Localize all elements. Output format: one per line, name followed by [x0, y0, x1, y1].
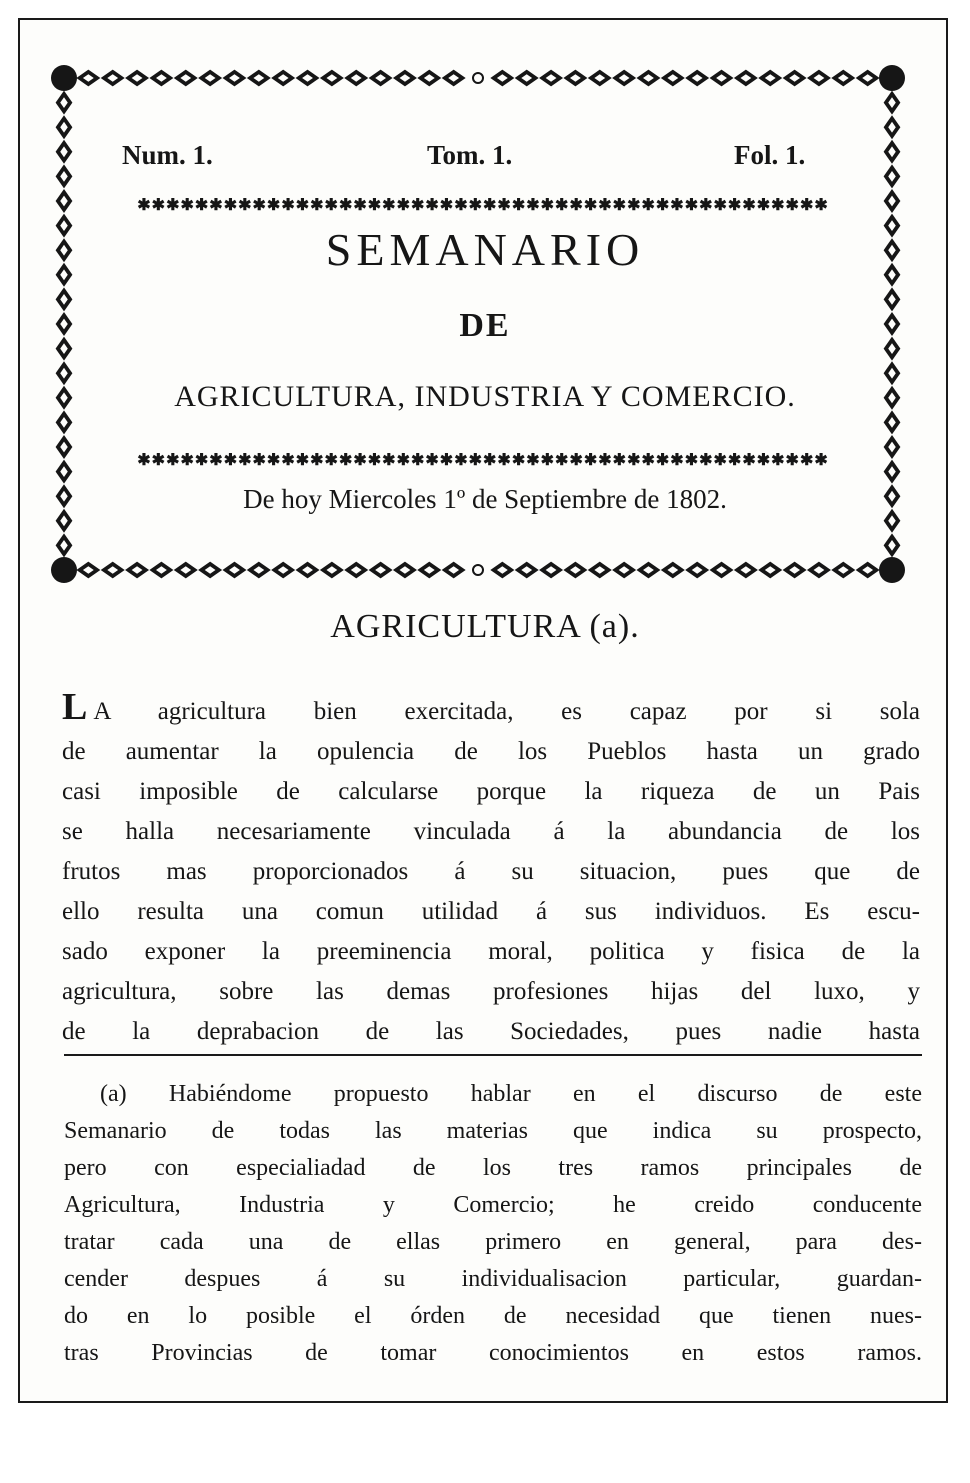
masthead-subtitle: AGRICULTURA, INDUSTRIA Y COMERCIO.: [174, 380, 796, 413]
ornament-diamond: [222, 70, 246, 87]
ornament-diamond: [369, 562, 393, 579]
ornament-diamond: [831, 562, 855, 579]
ornament-diamond: [344, 562, 368, 579]
ornament-diamond: [884, 189, 901, 213]
footnote-line: tras Provincias de tomar conocimientos en estos ramos.: [64, 1340, 922, 1366]
ornament-diamond: [734, 562, 758, 579]
ornament-diamond: [149, 70, 173, 87]
article-line: agricultura, sobre las demas profesiones hijas del luxo, y: [62, 978, 920, 1005]
ornament-diamond: [344, 70, 368, 87]
ornament-diamond: [442, 70, 466, 87]
ornament-diamond: [807, 562, 831, 579]
footnote-line: pero con especialiadad de los tres ramos principales de: [64, 1155, 922, 1181]
ornament-diamond: [515, 70, 539, 87]
ornament-diamond: [271, 70, 295, 87]
ornament-diamond: [884, 533, 901, 557]
ornament-diamond: [56, 189, 73, 213]
drop-cap: L: [62, 686, 88, 728]
footnote-line: do en lo posible el órden de necesidad que tienen nues-: [64, 1303, 922, 1329]
ornament-diamond: [758, 562, 782, 579]
ornament-diamond: [149, 562, 173, 579]
ornament-diamond: [320, 70, 344, 87]
ornament-diamond: [56, 386, 73, 410]
ornament-diamond: [884, 115, 901, 139]
ornament-diamond: [101, 562, 125, 579]
newspaper-page: [18, 18, 948, 1403]
ornament-diamond: [807, 70, 831, 87]
article-line: casi imposible de calcularse porque la riqueza de un Pais: [62, 778, 920, 805]
ornament-diamond: [539, 70, 563, 87]
article-line: de aumentar la opulencia de los Pueblos hasta un grado: [62, 738, 920, 765]
ornament-center-ring: [473, 73, 483, 83]
ornament-diamond: [612, 70, 636, 87]
footnote-line: Semanario de todas las materias que indica su prospecto,: [64, 1118, 922, 1144]
ornament-diamond: [296, 562, 320, 579]
ornament-diamond: [56, 115, 73, 139]
ornament-diamond: [174, 562, 198, 579]
ornament-diamond: [636, 70, 660, 87]
ornament-diamond: [56, 533, 73, 557]
masthead-connector: DE: [459, 307, 511, 344]
ornament-center-ring: [473, 565, 483, 575]
ornament-corner-flourish: [51, 557, 77, 583]
ornament-diamond: [101, 70, 125, 87]
ornament-diamond: [320, 562, 344, 579]
article-line: de la deprabacion de las Sociedades, pues nadie hasta: [62, 1018, 920, 1045]
ornament-diamond: [884, 435, 901, 459]
volume-number: Tom. 1.: [427, 140, 513, 170]
ornament-diamond: [125, 562, 149, 579]
masthead-title: SEMANARIO: [325, 224, 645, 275]
ornament-diamond: [685, 562, 709, 579]
ornament-diamond: [393, 562, 417, 579]
ornament-diamond: [174, 70, 198, 87]
ornament-diamond: [56, 140, 73, 164]
ornament-diamond: [56, 509, 73, 533]
ornament-diamond: [783, 70, 807, 87]
ornament-diamond: [758, 70, 782, 87]
ornament-diamond: [856, 562, 880, 579]
issue-number: Num. 1.: [122, 140, 213, 170]
footnote-line: cender despues á su individualisacion particular, guardan-: [64, 1266, 922, 1292]
ornament-diamond: [612, 562, 636, 579]
ornament-diamond: [198, 70, 222, 87]
ornament-diamond: [76, 70, 100, 87]
ornament-diamond: [588, 562, 612, 579]
ornament-diamond: [563, 562, 587, 579]
ornament-diamond: [710, 70, 734, 87]
ornament-diamond: [56, 484, 73, 508]
footnote-line: tratar cada una de ellas primero en general, para des-: [64, 1229, 922, 1255]
ornament-diamond: [563, 70, 587, 87]
ornament-diamond: [393, 70, 417, 87]
ornament-diamond: [710, 562, 734, 579]
ornament-diamond: [56, 91, 73, 115]
ornament-diamond: [369, 70, 393, 87]
footnote-line: Agricultura, Industria y Comercio; he creido conducente: [64, 1192, 922, 1218]
ornament-corner-flourish: [879, 557, 905, 583]
ornament-corner-flourish: [51, 65, 77, 91]
ornament-diamond: [685, 70, 709, 87]
ornament-diamond: [884, 164, 901, 188]
footnote-line: (a) Habiéndome propuesto hablar en el discurso de este: [100, 1081, 922, 1107]
article-body: [62, 686, 920, 1052]
ornament-diamond: [515, 562, 539, 579]
ornament-diamond: [76, 562, 100, 579]
ornament-diamond: [490, 70, 514, 87]
ornament-diamond: [884, 410, 901, 434]
ornament-diamond: [247, 70, 271, 87]
ornament-diamond: [56, 164, 73, 188]
ornament-diamond: [296, 70, 320, 87]
article-line: se halla necesariamente vinculada á la abundancia de los: [62, 818, 920, 845]
ornament-diamond: [56, 460, 73, 484]
ornament-diamond: [125, 70, 149, 87]
ornament-diamond: [442, 562, 466, 579]
ornament-diamond: [539, 562, 563, 579]
article-line: frutos mas proporcionados á su situacion, pues que de: [62, 858, 920, 885]
ornament-diamond: [884, 460, 901, 484]
ornament-diamond: [884, 91, 901, 115]
issue-date: De hoy Miercoles 1º de Septiembre de 1802.: [243, 484, 727, 514]
ornament-diamond: [831, 70, 855, 87]
ornament-corner-flourish: [879, 65, 905, 91]
ornament-diamond: [661, 562, 685, 579]
section-heading: AGRICULTURA (a).: [330, 608, 640, 645]
folio-number: Fol. 1.: [734, 140, 806, 170]
article-line: ello resulta una comun utilidad á sus individuos. Es escu-: [62, 898, 920, 925]
footnote: [64, 1076, 922, 1372]
ornament-diamond: [588, 70, 612, 87]
ornament-diamond: [884, 140, 901, 164]
footnote-divider: [64, 1054, 922, 1056]
ornament-diamond: [56, 410, 73, 434]
ornament-diamond: [734, 70, 758, 87]
ornament-diamond: [490, 562, 514, 579]
ornament-diamond: [271, 562, 295, 579]
ornament-diamond: [56, 361, 73, 385]
asterisk-rule-bottom: ✱✱✱✱✱✱✱✱✱✱✱✱✱✱✱✱✱✱✱✱✱✱✱✱✱✱✱✱✱✱✱✱✱✱✱✱✱✱✱✱✱✱✱✱✱✱✱✱: [137, 450, 829, 469]
ornament-diamond: [222, 562, 246, 579]
ornament-diamond: [247, 562, 271, 579]
ornament-diamond: [56, 435, 73, 459]
ornament-diamond: [417, 562, 441, 579]
ornament-diamond: [856, 70, 880, 87]
ornament-diamond: [198, 562, 222, 579]
article-line: sado exponer la preeminencia moral, politica y fisica de la: [62, 938, 920, 965]
asterisk-rule-top: ✱✱✱✱✱✱✱✱✱✱✱✱✱✱✱✱✱✱✱✱✱✱✱✱✱✱✱✱✱✱✱✱✱✱✱✱✱✱✱✱✱✱✱✱✱✱✱✱: [137, 195, 829, 214]
ornament-diamond: [661, 70, 685, 87]
ornament-diamond: [636, 562, 660, 579]
ornament-diamond: [783, 562, 807, 579]
ornament-diamond: [417, 70, 441, 87]
article-line: L A agricultura bien exercitada, es capaz por si sola: [62, 686, 920, 728]
